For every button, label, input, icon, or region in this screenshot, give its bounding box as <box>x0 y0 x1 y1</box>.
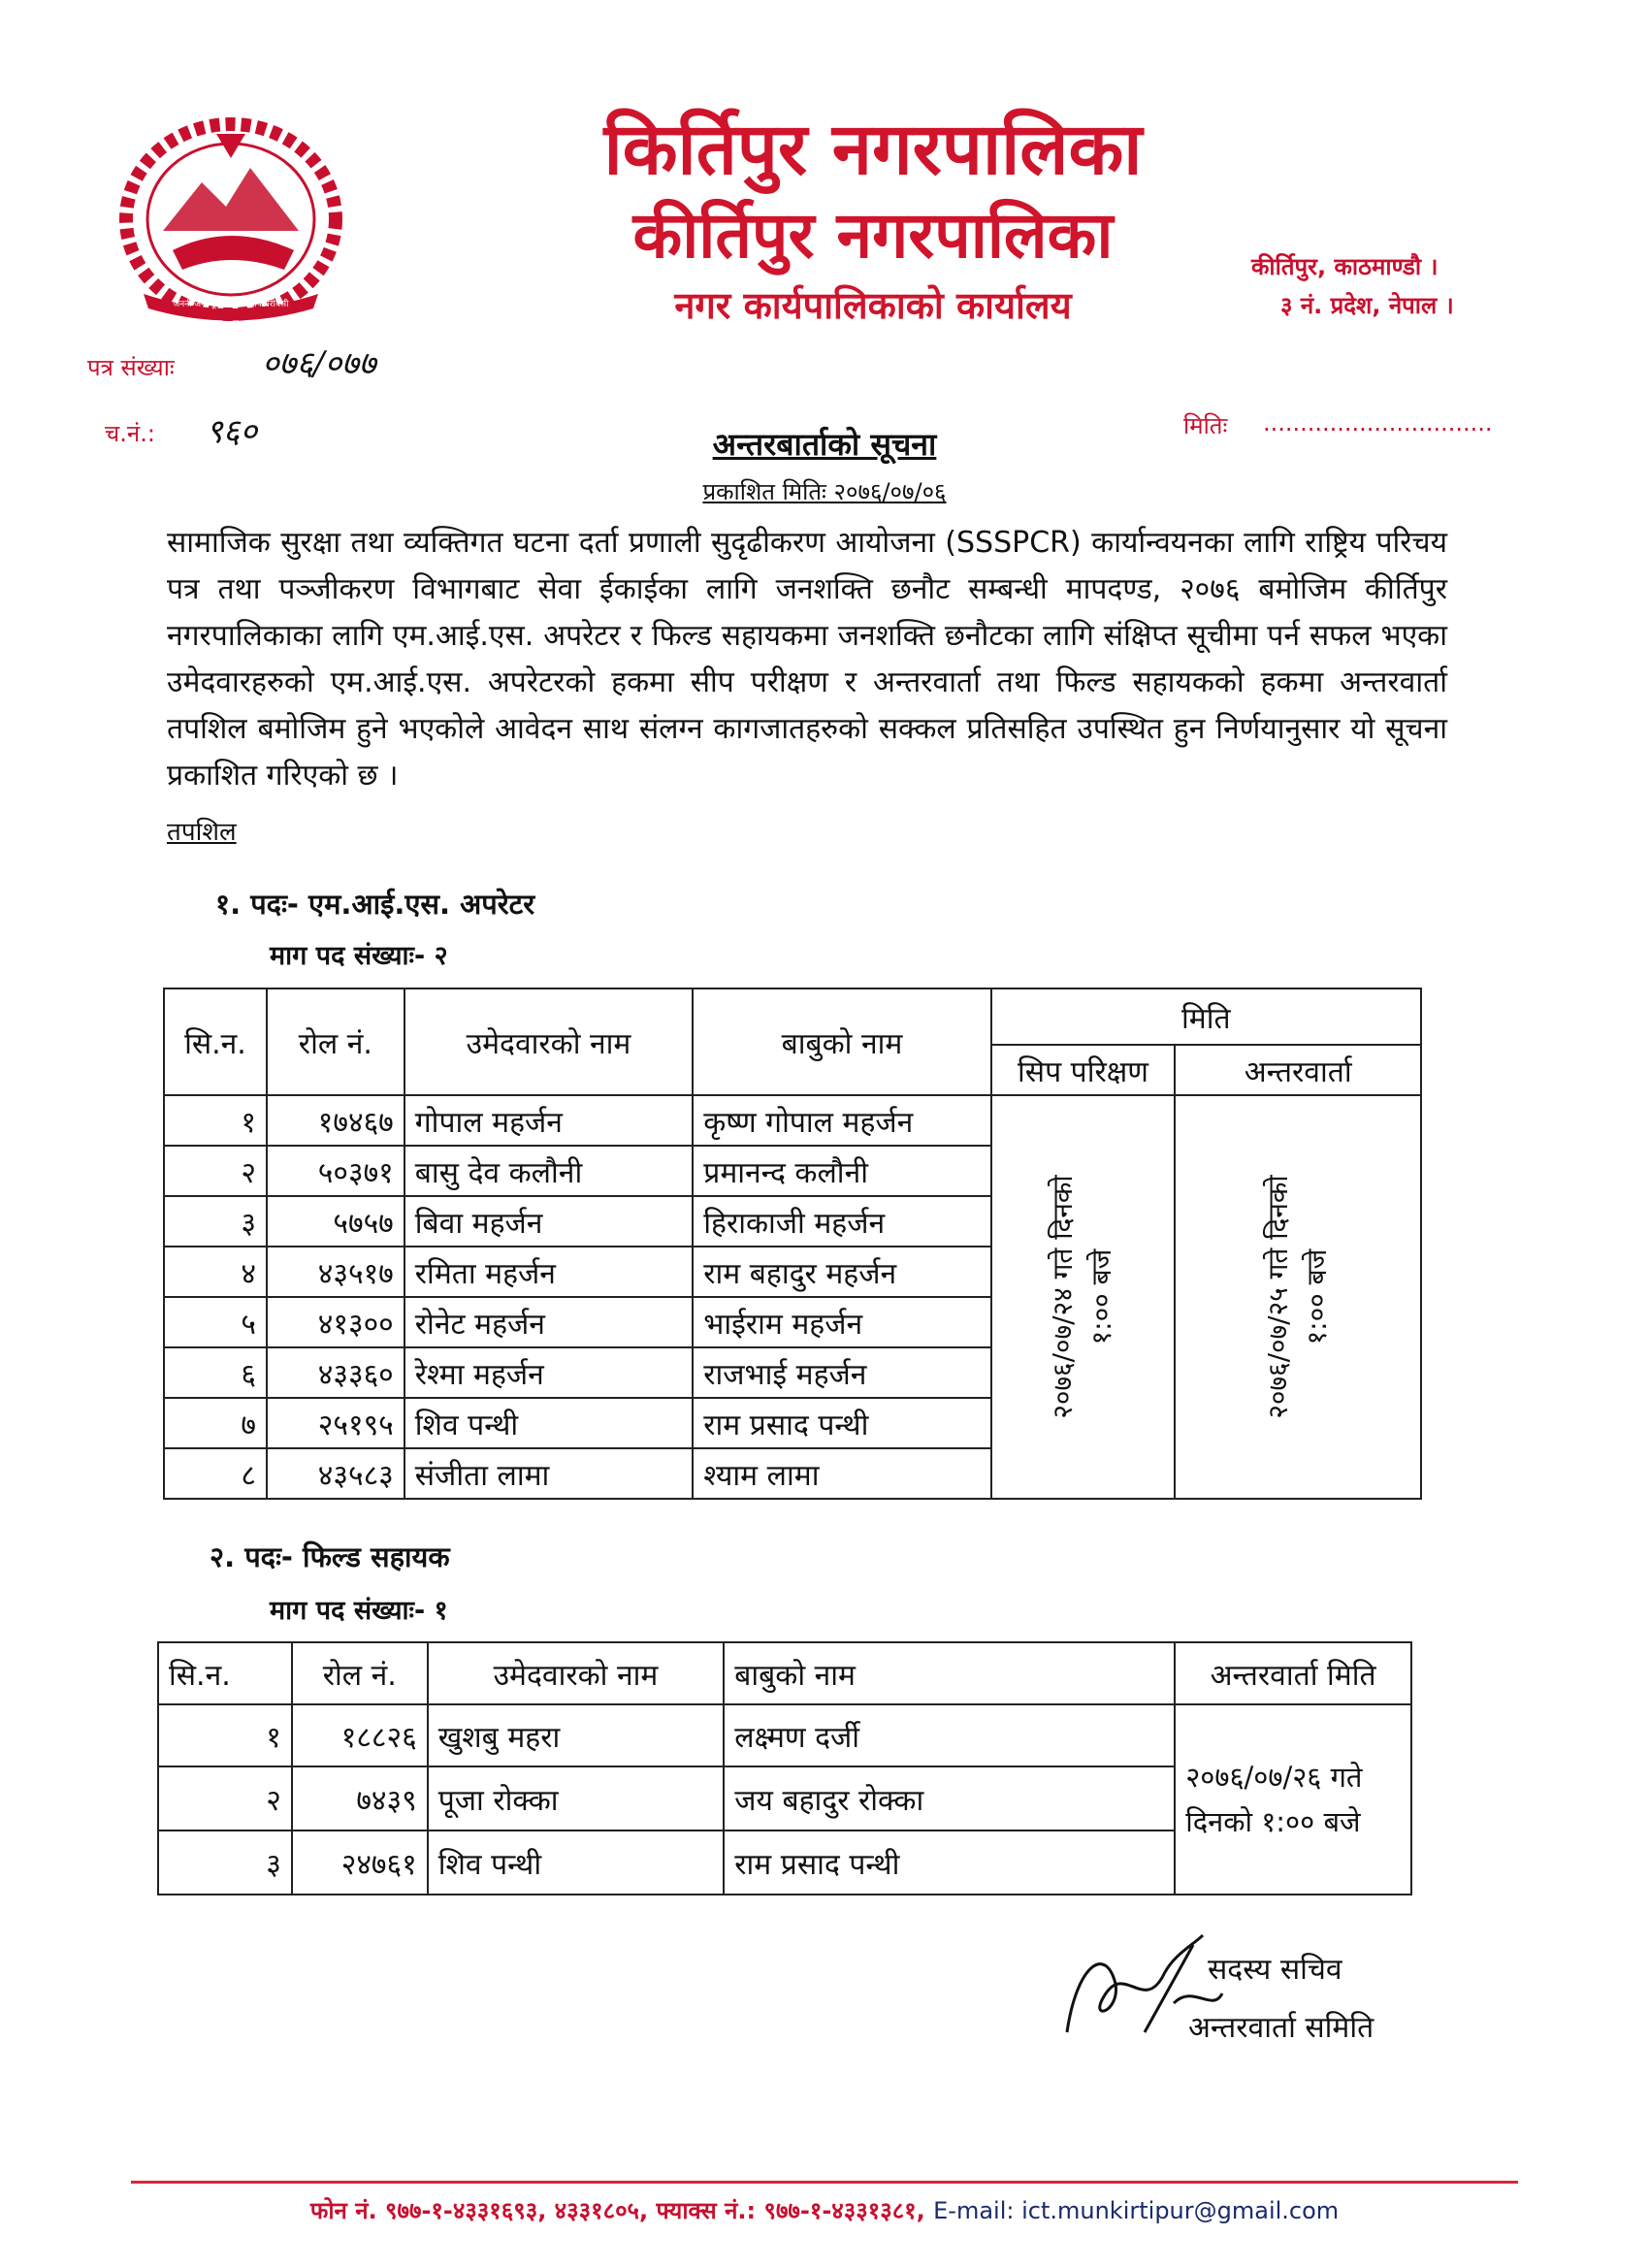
address-line-2: ३ नं. प्रदेश, नेपाल । <box>1280 292 1454 319</box>
row-roll: ४१३०० <box>267 1297 404 1347</box>
row-name: रेश्मा महर्जन <box>404 1347 693 1398</box>
interview-date-cell <box>1175 1095 1421 1499</box>
table-row <box>158 1704 1411 1766</box>
col-father: बाबुको नाम <box>693 988 990 1095</box>
row-name: शिव पन्थी <box>428 1831 725 1895</box>
section2-interview-date: २०७६/०७/२६ गते दिनको १:०० बजे <box>1175 1704 1411 1895</box>
row-sn: १ <box>158 1704 292 1766</box>
row-sn: ३ <box>158 1831 292 1895</box>
signature-title: सदस्य सचिव <box>1208 1953 1342 1987</box>
row-roll: ५७५७ <box>267 1196 404 1247</box>
interview-date-line1: २०७६/०७/२५ गते दिनको <box>1262 1175 1295 1419</box>
col-date: मिति <box>991 988 1421 1045</box>
row-sn: ५ <box>164 1297 267 1347</box>
row-sn: २ <box>164 1146 267 1196</box>
row-roll: ४३३६० <box>267 1347 404 1398</box>
col-interview-date: अन्तरवार्ता मिति <box>1175 1642 1411 1704</box>
signature-committee: अन्तरवार्ता समिति <box>1188 2011 1374 2045</box>
col-roll: रोल नं. <box>292 1642 428 1704</box>
nepal-emblem-icon <box>105 114 357 328</box>
row-name: रमिता महर्जन <box>404 1247 693 1297</box>
section2-heading: २. पदः- फिल्ड सहायक <box>210 1540 450 1573</box>
col-father: बाबुको नाम <box>724 1642 1175 1704</box>
date-value: ............................... <box>1263 409 1493 437</box>
row-name: खुशबु महरा <box>428 1704 725 1766</box>
footer-email: E-mail: ict.munkirtipur@gmail.com <box>933 2197 1340 2224</box>
row-father: जय बहादुर रोक्का <box>724 1766 1175 1831</box>
municipality-title-2: कीर्तिपुर नगरपालिका <box>632 198 1114 273</box>
row-father: राम प्रसाद पन्थी <box>724 1831 1175 1895</box>
row-father: कृष्ण गोपाल महर्जन <box>693 1095 990 1146</box>
row-father: हिराकाजी महर्जन <box>693 1196 990 1247</box>
row-father: राजभाई महर्जन <box>693 1347 990 1398</box>
row-sn: ८ <box>164 1448 267 1499</box>
row-sn: २ <box>158 1766 292 1831</box>
col-sn: सि.न. <box>158 1642 292 1704</box>
row-sn: ७ <box>164 1398 267 1448</box>
row-name: बासु देव कलौनी <box>404 1146 693 1196</box>
row-roll: ४३५१७ <box>267 1247 404 1297</box>
col-sn: सि.न. <box>164 988 267 1095</box>
row-roll: ५०३७१ <box>267 1146 404 1196</box>
row-father: राम प्रसाद पन्थी <box>693 1398 990 1448</box>
col-skill: सिप परिक्षण <box>991 1045 1176 1095</box>
skill-date-line2: १:०० बजे <box>1085 1248 1118 1345</box>
tapashil-label: तपशिल <box>167 818 237 847</box>
skill-date-cell <box>991 1095 1176 1499</box>
patra-label: पत्र संख्याः <box>87 354 175 381</box>
row-father: श्याम लामा <box>693 1448 990 1499</box>
row-roll: ७४३९ <box>292 1766 428 1831</box>
row-father: राम बहादुर महर्जन <box>693 1247 990 1297</box>
patra-value: ०७६/०७७ <box>262 344 376 383</box>
row-roll: १७४६७ <box>267 1095 404 1146</box>
section1-demand: माग पद संख्याः- २ <box>270 941 448 971</box>
row-name: रोनेट महर्जन <box>404 1297 693 1347</box>
footer-divider <box>131 2181 1518 2184</box>
office-subtitle: नगर कार्यपालिकाको कार्यालय <box>674 284 1072 327</box>
col-name: उमेदवारको नाम <box>404 988 693 1095</box>
row-roll: २५१९५ <box>267 1398 404 1448</box>
col-interview: अन्तरवार्ता <box>1175 1045 1421 1095</box>
col-roll: रोल नं. <box>267 988 404 1095</box>
row-roll: २४७६१ <box>292 1831 428 1895</box>
notice-title: अन्तरबार्ताको सूचना <box>712 426 937 463</box>
row-father: भाईराम महर्जन <box>693 1297 990 1347</box>
table-row <box>164 1095 1421 1146</box>
section1-heading: १. पदः- एम.आई.एस. अपरेटर <box>215 888 535 921</box>
row-sn: ३ <box>164 1196 267 1247</box>
section2-demand: माग पद संख्याः- १ <box>270 1596 448 1626</box>
section2-table <box>157 1641 1412 1895</box>
col-name: उमेदवारको नाम <box>428 1642 725 1704</box>
row-roll: १८८२६ <box>292 1704 428 1766</box>
section1-table <box>163 988 1422 1500</box>
row-name: बिवा महर्जन <box>404 1196 693 1247</box>
footer-phone-fax: फोन नं. ९७७-१-४३३१६९३, ४३३१८०५, फ्याक्स नं.: ९७७-१-४३३१३८१, <box>309 2197 925 2224</box>
chalani-label: च.नं.: <box>105 420 155 447</box>
date-label: मितिः <box>1183 412 1228 439</box>
row-father: लक्ष्मण दर्जी <box>724 1704 1175 1766</box>
row-name: पूजा रोक्का <box>428 1766 725 1831</box>
emblem-banner-text: जननी जन्मभूमिश्च स्वर्गादपि गरीयसी <box>173 300 289 309</box>
municipality-title-1: किर्तिपुर नगरपालिका <box>603 108 1143 191</box>
row-sn: १ <box>164 1095 267 1146</box>
row-roll: ४३५८३ <box>267 1448 404 1499</box>
row-sn: ६ <box>164 1347 267 1398</box>
row-name: संजीता लामा <box>404 1448 693 1499</box>
footer-contact <box>0 2194 1649 2226</box>
address-line-1: कीर्तिपुर, काठमाण्डौ । <box>1251 253 1439 280</box>
chalani-value: ९६० <box>206 412 258 451</box>
notice-body: सामाजिक सुरक्षा तथा व्यक्तिगत घटना दर्ता प्रणाली सुदृढीकरण आयोजना (SSSPCR) कार्यान्वयनका लागि राष्ट्रिय परिचय पत्र तथा पञ्जीकरण विभागबाट सेवा ईकाईका लागि जनशक्ति छनौट सम्बन्धी मापदण्ड, २०७६ बमोजिम कीर्तिपुर नगरपालिकाका लागि एम.आई.एस. अपरेटर र फिल्ड सहायकमा जनशक्ति छनौटका लागि संक्षिप्त सूचीमा पर्न सफल भएका उमेदवारहरुको एम.आई.एस. अपरेटरको हकमा सीप परीक्षण र अन्तरवार्ता तथा फिल्ड सहायकको हकमा अन्तरवार्ता तपशिल बमोजिम हुने भएकोले आवेदन साथ संलग्न कागजातहरुको सक्कल प्रतिसहित उपस्थित हुन निर्णयानुसार यो सूचना प्रकाशित गरिएको छ । <box>167 526 1447 793</box>
row-name: गोपाल महर्जन <box>404 1095 693 1146</box>
skill-date-line1: २०७६/०७/२४ गते दिनको <box>1047 1175 1080 1419</box>
published-date: प्रकाशित मितिः २०७६/०७/०६ <box>702 478 947 505</box>
row-father: प्रमानन्द कलौनी <box>693 1146 990 1196</box>
row-sn: ४ <box>164 1247 267 1297</box>
interview-date-line2: १:०० बजे <box>1301 1248 1334 1345</box>
row-name: शिव पन्थी <box>404 1398 693 1448</box>
